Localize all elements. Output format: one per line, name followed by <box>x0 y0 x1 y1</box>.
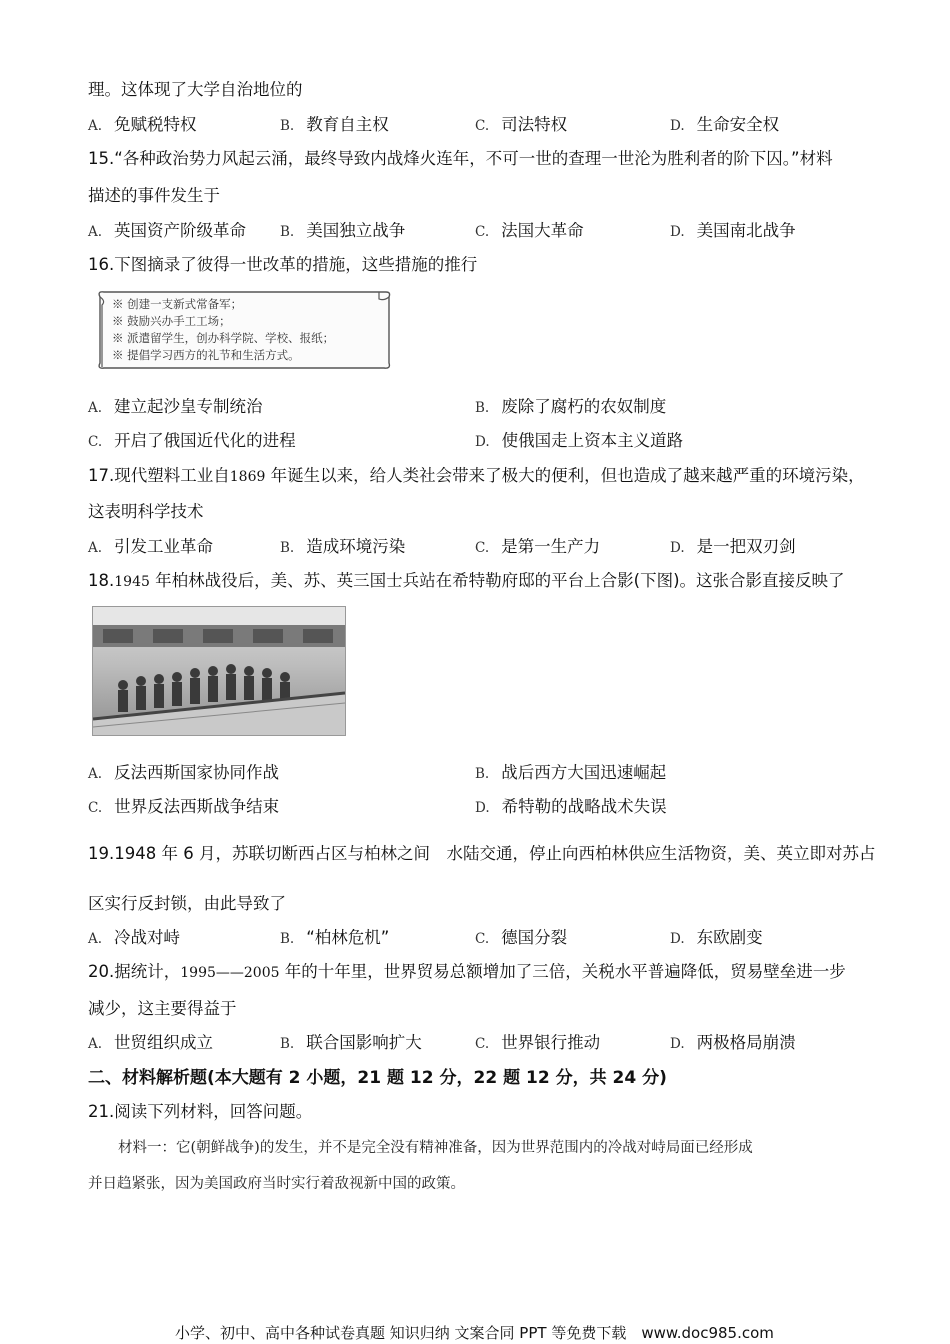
q20-stem-line2: 减少，这主要得益于 <box>88 999 237 1018</box>
q18-options-row1 <box>88 761 868 785</box>
q17-stem-line1: 17.现代塑料工业自1869 年诞生以来，给人类社会带来了极大的便利，但也造成了越来越严重的环境污染， <box>88 466 865 485</box>
q19-option-a[interactable]: A. 冷战对峙 <box>88 928 181 947</box>
reform-measure-1: ※ 创建一支新式常备军； <box>112 297 243 311</box>
q14-option-a[interactable]: A. 免赋税特权 <box>88 115 197 134</box>
q14-option-b[interactable]: B. 教育自主权 <box>280 115 389 134</box>
q19-option-c[interactable]: C. 德国分裂 <box>475 928 568 947</box>
q16-option-a[interactable]: A. 建立起沙皇专制统治 <box>88 397 263 416</box>
q20-option-d[interactable]: D. 两极格局崩溃 <box>670 1033 796 1052</box>
q16-options-row2 <box>88 429 868 453</box>
reform-measure-2: ※ 鼓励兴办手工工场； <box>112 314 231 328</box>
q19-options <box>88 926 868 950</box>
q20-option-c[interactable]: C. 世界银行推动 <box>475 1033 601 1052</box>
q17-option-a[interactable]: A. 引发工业革命 <box>88 537 214 556</box>
q20-stem-line1: 20.据统计，1995——2005 年的十年里，世界贸易总额增加了三倍，关税水平普遍降低，贸易壁垒进一步 <box>88 962 846 981</box>
q16-option-d[interactable]: D. 使俄国走上资本主义道路 <box>475 431 684 450</box>
q19-stem-line2: 区实行反封锁，由此导致了 <box>88 894 286 913</box>
q15-option-b[interactable]: B. 美国独立战争 <box>280 221 406 240</box>
reform-measure-4: ※ 提倡学习西方的礼节和生活方式。 <box>112 348 300 362</box>
q14-continuation: 理。这体现了大学自治地位的 <box>88 80 303 99</box>
q14-option-d[interactable]: D. 生命安全权 <box>670 115 780 134</box>
q17-option-c[interactable]: C. 是第一生产力 <box>475 537 601 556</box>
q17-options <box>88 535 868 559</box>
q21-material-line1: 材料一：它(朝鲜战争)的发生，并不是完全没有精神准备，因为世界范围内的冷战对峙局面已经形成 <box>118 1140 753 1156</box>
q15-option-c[interactable]: C. 法国大革命 <box>475 221 584 240</box>
q14-option-c[interactable]: C. 司法特权 <box>475 115 568 134</box>
reform-measure-3: ※ 派遣留学生，创办科学院、学校、报纸； <box>112 331 335 345</box>
q21-material-line2: 并日趋紧张，因为美国政府当时实行着敌视新中国的政策。 <box>88 1176 465 1192</box>
q15-options <box>88 219 868 243</box>
q17-option-b[interactable]: B. 造成环境污染 <box>280 537 406 556</box>
q18-option-c[interactable]: C. 世界反法西斯战争结束 <box>88 797 280 816</box>
q16-option-c[interactable]: C. 开启了俄国近代化的进程 <box>88 431 296 450</box>
photo-scene <box>93 607 345 735</box>
q16-options-row1 <box>88 395 868 419</box>
section-two-heading: 二、材料解析题(本大题有 2 小题，21 题 12 分，22 题 12 分，共 24 分) <box>88 1068 667 1088</box>
q15-option-a[interactable]: A. 英国资产阶级革命 <box>88 221 247 240</box>
q19-option-d[interactable]: D. 东欧剧变 <box>670 928 763 947</box>
q16-option-b[interactable]: B. 废除了腐朽的农奴制度 <box>475 397 667 416</box>
q20-option-a[interactable]: A. 世贸组织成立 <box>88 1033 214 1052</box>
reform-measures-list <box>112 296 334 364</box>
q21-stem: 21.阅读下列材料，回答问题。 <box>88 1102 313 1121</box>
q14-options <box>88 113 868 137</box>
q17-option-d[interactable]: D. 是一把双刃剑 <box>670 537 796 556</box>
q18-option-d[interactable]: D. 希特勒的战略战术失误 <box>475 797 667 816</box>
soldiers-group-photo <box>92 606 346 736</box>
q18-option-b[interactable]: B. 战后西方大国迅速崛起 <box>475 763 667 782</box>
q15-stem-line1: 15.“各种政治势力风起云涌，最终导致内战烽火连年，不可一世的查理一世沦为胜利者的阶下囚。”材料 <box>88 149 833 168</box>
q15-option-d[interactable]: D. 美国南北战争 <box>670 221 796 240</box>
q18-stem: 18.1945 年柏林战役后，美、苏、英三国士兵站在希特勒府邸的平台上合影(下图)。这张合影直接反映了 <box>88 571 845 590</box>
q20-option-b[interactable]: B. 联合国影响扩大 <box>280 1033 422 1052</box>
q18-option-a[interactable]: A. 反法西斯国家协同作战 <box>88 763 280 782</box>
q17-stem-line2: 这表明科学技术 <box>88 502 204 521</box>
q19-option-b[interactable]: B. “柏林危机” <box>280 928 390 947</box>
q15-stem-line2: 描述的事件发生于 <box>88 186 220 205</box>
q20-options <box>88 1031 868 1055</box>
q18-options-row2 <box>88 795 868 819</box>
q16-stem: 16.下图摘录了彼得一世改革的措施，这些措施的推行 <box>88 255 478 274</box>
q19-stem-line1: 19.1948 年 6 月，苏联切断西占区与柏林之间 水陆交通，停止向西柏林供应生活物资，美、英立即对苏占 <box>88 844 876 863</box>
page-footer[interactable]: 小学、初中、高中各种试卷真题 知识归纳 文案合同 PPT 等免费下载 www.doc985.com <box>175 1324 774 1342</box>
